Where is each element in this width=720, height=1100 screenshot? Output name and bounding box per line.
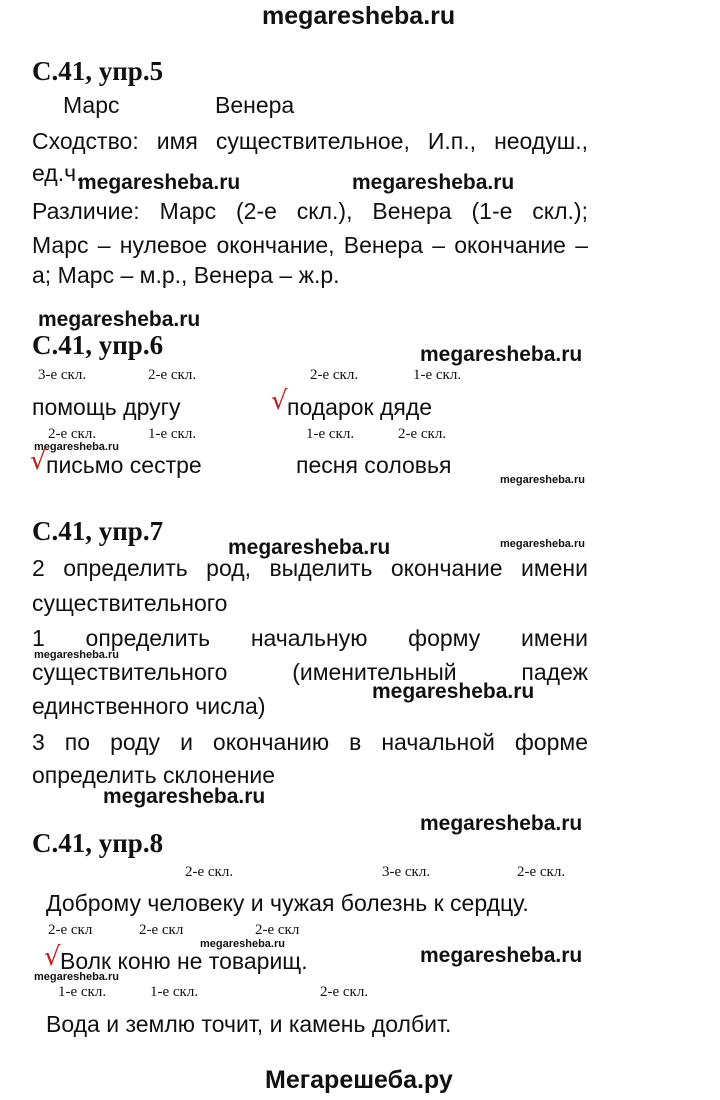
- watermark: megaresheba.ru: [500, 538, 585, 550]
- site-header: megaresheba.ru: [262, 2, 456, 30]
- difference-line-3: а; Марс – м.р., Венера – ж.р.: [32, 262, 340, 288]
- site-footer: Мегарешеба.ру: [265, 1066, 453, 1094]
- watermark: megaresheba.ru: [352, 171, 515, 194]
- declension-label: 1-е скл.: [306, 426, 355, 442]
- declension-label: 2-е скл.: [517, 864, 566, 880]
- step-3-line-2: определить склонение: [32, 762, 276, 788]
- phrase-pesnya-solovya: песня соловья: [296, 452, 452, 478]
- declension-label: 1-е скл.: [150, 984, 199, 1000]
- sentence-3: Вода и землю точит, и камень долбит.: [46, 1011, 452, 1037]
- difference-line-2: Марс – нулевое окончание, Венера – окончание –: [32, 232, 588, 258]
- watermark: megaresheba.ru: [34, 441, 119, 453]
- step-1-line-1: 1 определить начальную форму имени: [32, 625, 588, 651]
- declension-label: 2-е скл.: [148, 367, 197, 383]
- sentence-1: Доброму человеку и чужая болезнь к сердцу.: [46, 890, 529, 916]
- exercise-7-title: С.41, упр.7: [32, 516, 164, 546]
- watermark: megaresheba.ru: [420, 944, 583, 967]
- sentence-2: Волк коню не товарищ.: [60, 948, 308, 974]
- watermark: megaresheba.ru: [34, 649, 119, 661]
- watermark: megaresheba.ru: [420, 812, 583, 835]
- step-1-line-2: существительного (именительный падеж: [32, 659, 588, 685]
- declension-label: 1-е скл.: [413, 367, 462, 383]
- step-3-line-1: 3 по роду и окончанию в начальной форме: [32, 729, 588, 755]
- word-mars: Марс: [63, 92, 120, 118]
- declension-label: 2-е скл: [48, 922, 93, 938]
- check-mark-icon: √: [44, 942, 61, 972]
- declension-label: 2-е скл: [255, 922, 300, 938]
- watermark: megaresheba.ru: [78, 171, 241, 194]
- declension-label: 1-е скл.: [148, 426, 197, 442]
- watermark: megaresheba.ru: [103, 785, 266, 808]
- declension-label: 2-е скл.: [48, 426, 97, 442]
- watermark: megaresheba.ru: [200, 938, 285, 950]
- check-mark-icon: √: [30, 446, 47, 476]
- check-mark-icon: √: [271, 386, 288, 416]
- similarity-line-1: Сходство: имя существительное, И.п., неодуш.,: [32, 128, 588, 154]
- declension-label: 2-е скл: [139, 922, 184, 938]
- declension-label: 3-е скл.: [38, 367, 87, 383]
- watermark: megaresheba.ru: [500, 474, 585, 486]
- similarity-line-2: ед.ч.: [32, 160, 83, 186]
- watermark: megaresheba.ru: [372, 680, 535, 703]
- word-venera: Венера: [215, 92, 295, 118]
- declension-label: 2-е скл.: [320, 984, 369, 1000]
- watermark: megaresheba.ru: [228, 536, 391, 559]
- phrase-podarok-dyade: подарок дяде: [287, 394, 433, 420]
- phrase-pismo-sestre: письмо сестре: [46, 452, 202, 478]
- watermark: megaresheba.ru: [420, 343, 583, 366]
- step-2-line-2: существительного: [32, 590, 228, 616]
- exercise-8-title: С.41, упр.8: [32, 828, 164, 858]
- exercise-5-title: С.41, упр.5: [32, 56, 164, 86]
- phrase-pomoshch-drugu: помощь другу: [32, 394, 181, 420]
- declension-label: 2-е скл.: [185, 864, 234, 880]
- declension-label: 2-е скл.: [310, 367, 359, 383]
- watermark: megaresheba.ru: [38, 308, 201, 331]
- declension-label: 1-е скл.: [58, 984, 107, 1000]
- step-1-line-3: единственного числа): [32, 693, 266, 719]
- step-2-line-1: 2 определить род, выделить окончание имени: [32, 555, 588, 581]
- watermark: megaresheba.ru: [34, 971, 119, 983]
- declension-label: 3-е скл.: [382, 864, 431, 880]
- exercise-6-title: С.41, упр.6: [32, 330, 164, 360]
- difference-line-1: Различие: Марс (2-е скл.), Венера (1-е скл.);: [32, 198, 588, 224]
- declension-label: 2-е скл.: [398, 426, 447, 442]
